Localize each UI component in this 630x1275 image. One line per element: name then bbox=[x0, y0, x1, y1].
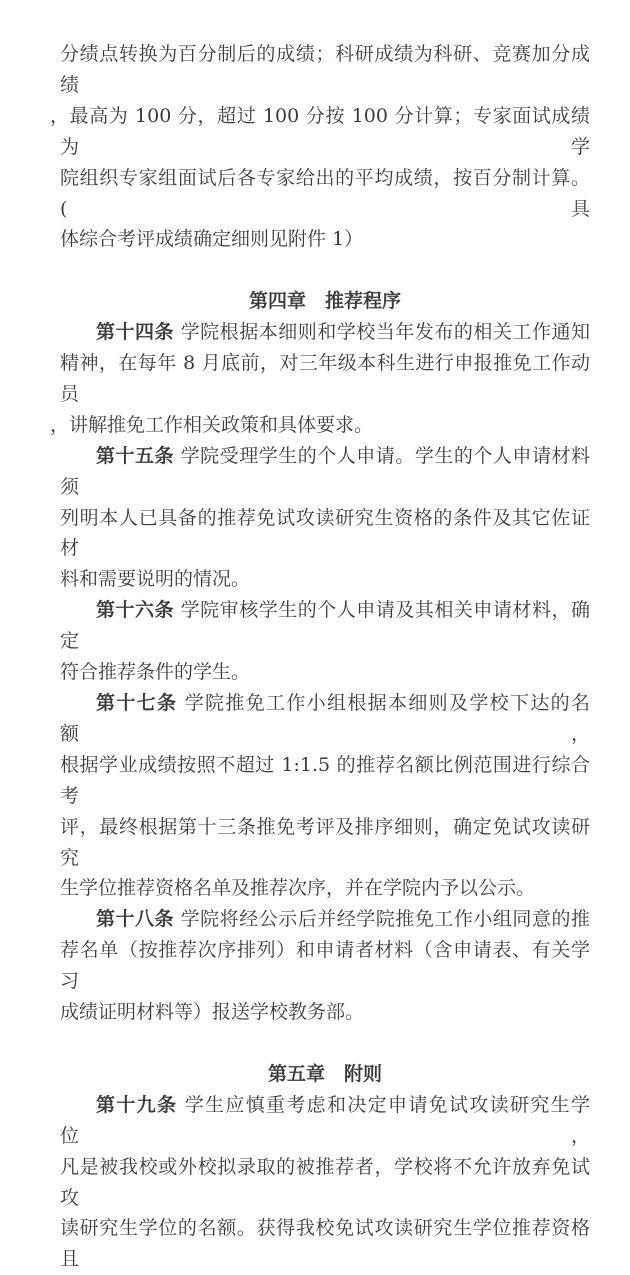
paragraph-line: 分绩点转换为百分制后的成绩；科研成绩为科研、竞赛加分成绩 bbox=[60, 43, 590, 96]
article-15-label: 第十五条 bbox=[96, 444, 175, 467]
paragraph-text: 学院根据本细则和学校当年发布的相关工作通知 bbox=[174, 321, 590, 344]
paragraph-text: 学生应慎重考虑和决定申请免试攻读研究生学位， bbox=[60, 1093, 590, 1147]
article-17-label: 第十七条 bbox=[96, 692, 178, 715]
paragraph-line: 精神，在每年 8 月底前，对三年级本科生进行申报推免工作动员 bbox=[60, 352, 590, 405]
paragraph-line bbox=[60, 595, 590, 657]
paragraph-line: 根据学业成绩按照不超过 1:1.5 的推荐名额比例范围进行综合考 bbox=[60, 753, 590, 807]
paragraph-line bbox=[60, 317, 590, 348]
document-body bbox=[50, 39, 590, 1275]
paragraph-line bbox=[60, 688, 590, 750]
paragraph-line bbox=[60, 904, 590, 935]
paragraph-text: 学院受理学生的个人申请。学生的个人申请材料须 bbox=[60, 444, 590, 498]
paragraph-line: 院组织专家组面试后各专家给出的平均成绩，按百分制计算。(具 bbox=[60, 166, 590, 220]
paragraph-text: 学院推免工作小组根据本细则及学校下达的名额， bbox=[60, 692, 590, 745]
blank-line bbox=[60, 255, 590, 286]
paragraph-line: 符合推荐条件的学生。 bbox=[60, 661, 251, 684]
paragraph-line: 荐名单（按推荐次序排列）和申请者材料（含申请表、有关学习 bbox=[60, 939, 590, 993]
blank-line bbox=[60, 1028, 590, 1059]
paragraph-line: 凡是被我校或外校拟录取的被推荐者，学校将不允许放弃免试攻 bbox=[60, 1155, 590, 1209]
article-16-label: 第十六条 bbox=[96, 599, 175, 622]
paragraph-text: 学院审核学生的个人申请及其相关申请材料，确定 bbox=[60, 599, 590, 653]
paragraph-line: ，最高为 100 分，超过 100 分按 100 分计算；专家面试成绩为学 bbox=[50, 104, 590, 158]
paragraph-line: 读研究生学位的名额。获得我校免试攻读研究生学位推荐资格且 bbox=[60, 1217, 590, 1271]
paragraph-line bbox=[60, 441, 590, 503]
chapter-5-heading: 第五章 附则 bbox=[267, 1062, 382, 1085]
paragraph-text: 学院将经公示后并经学院推免工作小组同意的推 bbox=[174, 908, 590, 931]
paragraph-line: 生学位推荐资格名单及推荐次序，并在学院内予以公示。 bbox=[60, 877, 536, 900]
chapter-4-heading: 第四章 推荐程序 bbox=[248, 290, 401, 313]
article-18-label: 第十八条 bbox=[96, 908, 175, 931]
paragraph-line: 评，最终根据第十三条推免考评及排序细则，确定免试攻读研究 bbox=[60, 815, 590, 869]
article-14-label: 第十四条 bbox=[96, 321, 175, 344]
article-19-label: 第十九条 bbox=[96, 1093, 178, 1116]
paragraph-line: 体综合考评成绩确定细则见附件 1） bbox=[60, 228, 364, 251]
paragraph-line: ，讲解推免工作相关政策和具体要求。 bbox=[50, 413, 374, 436]
paragraph-line bbox=[60, 1090, 590, 1152]
paragraph-line: 列明本人已具备的推荐免试攻读研究生资格的条件及其它佐证材 bbox=[60, 506, 590, 560]
paragraph-line: 料和需要说明的情况。 bbox=[60, 568, 251, 591]
paragraph-line: 成绩证明材料等）报送学校教务部。 bbox=[60, 1001, 365, 1024]
